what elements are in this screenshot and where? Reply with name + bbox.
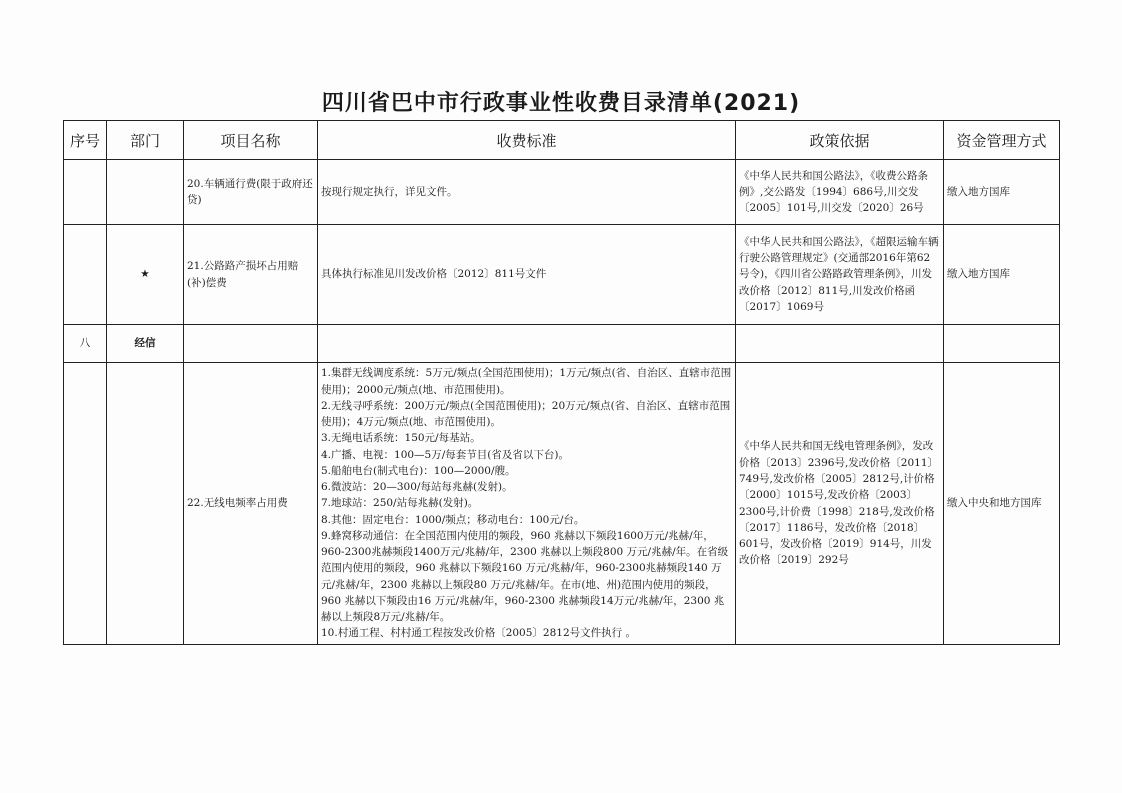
fee-standard-line: 4.广播、电视：100—5万/每套节目(省及省以下台)。 (321, 448, 569, 461)
item-name-cell: 21.公路路产损坏占用赔(补)偿费 (184, 225, 318, 325)
page-title: 四川省巴中市行政事业性收费目录清单(2021) (321, 91, 801, 116)
fee-standard-cell: 按现行规定执行，详见文件。 (318, 160, 736, 225)
policy-basis-cell: 《中华人民共和国公路法》，《收费公路条例》,交公路发〔1994〕686号,川交发〔2005〕101号,川交发〔2020〕26号 (736, 160, 944, 225)
fee-standard-line: 5.船舶电台(制式电台)：100—2000/艘。 (321, 464, 516, 477)
star-icon: ★ (107, 225, 184, 325)
item-name-cell: 20.车辆通行费(限于政府还贷) (184, 160, 318, 225)
header-row (64, 121, 1060, 160)
header-policy-basis: 政策依据 (736, 121, 944, 160)
department-cell (107, 160, 184, 225)
header-fee-standard: 收费标准 (318, 121, 736, 160)
fund-management-cell: 缴入地方国库 (944, 160, 1060, 225)
item-name-cell: 22.无线电频率占用费 (184, 363, 318, 645)
fee-standard-line: 2.无线寻呼系统：200万元/频点(全国范围使用)；20万元/频点(省、自治区、直辖市范围使用)；4万元/频点(地、市范围使用)。 (321, 399, 731, 429)
category-seq-cell: 八 (64, 325, 107, 363)
fee-standard-cell (318, 363, 736, 645)
fund-management-cell (944, 325, 1060, 363)
fee-standard-cell (318, 325, 736, 363)
fee-standard-line: 1.集群无线调度系统：5万元/频点(全国范围使用)；1万元/频点(省、自治区、直辖市范围使用)；2000元/频点(地、市范围使用)。 (321, 367, 732, 396)
fee-standard-line: 7.地球站：250/站每兆赫(发射)。 (321, 497, 479, 510)
header-fund-management: 资金管理方式 (944, 121, 1060, 160)
category-row (64, 325, 1060, 363)
fund-management-cell: 缴入中央和地方国库 (944, 363, 1060, 645)
table-row (64, 363, 1060, 645)
fee-standard-line: 9.蜂窝移动通信：在全国范围内使用的频段，960 兆赫以下频段1600万元/兆赫/年，960-2300兆赫频段1400万元/兆赫/年，2300 兆赫以上频段800 万元/兆赫/年。在省级范围内使用的频段，960 兆赫以下频段160 万元/兆赫/年，960-2300兆赫频段140 万元/兆赫/年，2300 兆赫以上频段80 万元/兆赫/年。在市(地、州)范围内使用的频段，960 兆赫以下频段由16 万元/兆赫/年，960-2300 兆赫频段14万元/兆赫/年，2300 兆赫以上频段8万元/兆赫/年。 (321, 529, 729, 624)
policy-basis-cell: 《中华人民共和国无线电管理条例》，发改价格〔2013〕2396号,发改价格〔2011〕749号,发改价格〔2005〕2812号,计价格〔2000〕1015号,发改价格〔2003〕2300号,计价费〔1998〕218号,发改价格〔2017〕1186号，发改价格〔2018〕601号，发改价格〔2019〕914号，川发改价格〔2019〕292号 (736, 363, 944, 645)
fee-standard-line: 10.村通工程、村村通工程按发改价格〔2005〕2812号文件执行 。 (321, 627, 636, 640)
header-item-name: 项目名称 (184, 121, 318, 160)
fund-management-cell: 缴入地方国库 (944, 225, 1060, 325)
fee-standard-line: 8.其他：固定电台：1000/频点；移动电台：100元/台。 (321, 513, 585, 526)
fee-standard-cell: 具体执行标准见川发改价格〔2012〕811号文件 (318, 225, 736, 325)
seq-cell (64, 160, 107, 225)
department-cell (107, 363, 184, 645)
policy-basis-cell (736, 325, 944, 363)
fee-standard-line: 3.无绳电话系统：150元/每基站。 (321, 432, 481, 445)
fee-standard-list (318, 363, 735, 644)
header-seq: 序号 (64, 121, 107, 160)
header-department: 部门 (107, 121, 184, 160)
policy-basis-cell: 《中华人民共和国公路法》，《超限运输车辆行驶公路管理规定》(交通部2016年第62号令)，《四川省公路路政管理条例》，川发改价格〔2012〕811号,川发改价格函〔2017〕1069号 (736, 225, 944, 325)
item-name-cell (184, 325, 318, 363)
table-row (64, 225, 1060, 325)
seq-cell (64, 363, 107, 645)
fee-standard-line: 6.微波站：20—300/每站每兆赫(发射)。 (321, 481, 513, 494)
fee-catalog-table (63, 120, 1060, 645)
seq-cell (64, 225, 107, 325)
category-name-cell: 经信 (107, 325, 184, 363)
table-row (64, 160, 1060, 225)
